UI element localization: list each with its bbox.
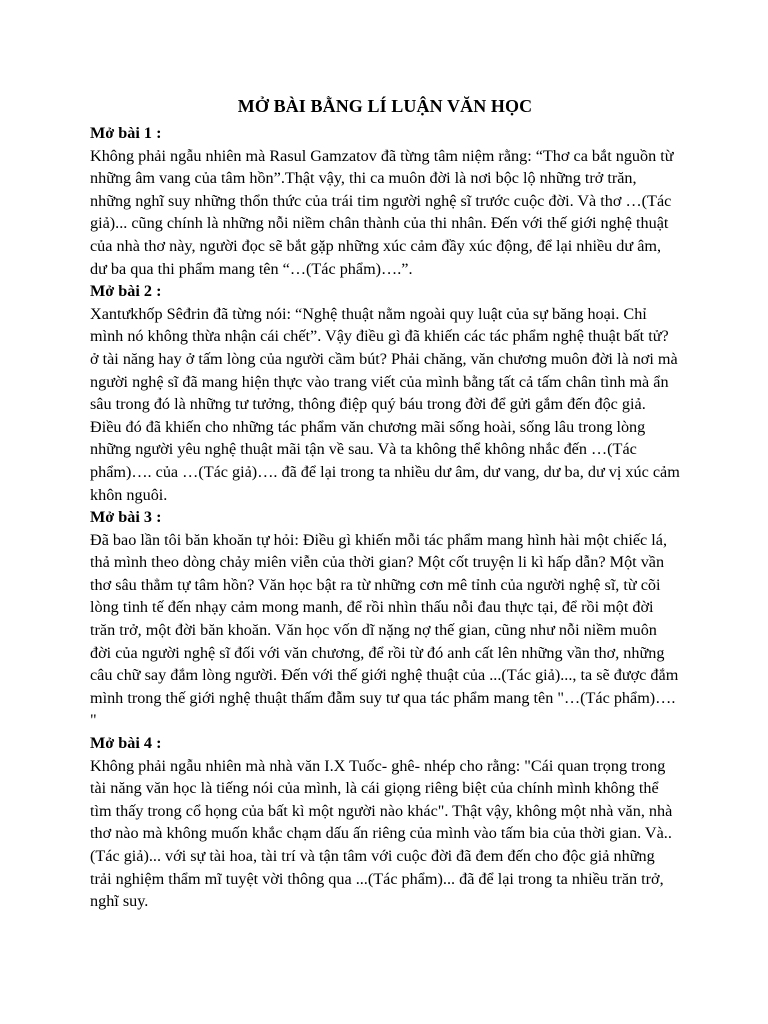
section-body: Đã bao lần tôi băn khoăn tự hỏi: Điều gì khiến mỗi tác phẩm mang hình hài một chiếc lá, thả mình theo dòng chảy miên viễn của thời gian? Một cốt truyện li kì hấp dẫn? Một vần thơ sâu thẳm tự tâm hồn? Văn học bật ra từ những cơn mê tỉnh của người nghệ sĩ, từ cõi lòng tinh tế đến nhạy cảm mong manh, để rồi nhìn thấu nỗi đau thực tại, để rồi một đời trăn trở, một đời băn khoăn. Văn học vốn dĩ nặng nợ thế gian, cũng như nỗi niềm muôn đời của người nghệ sĩ đối với văn chương, để rồi từ đó anh cất lên những vần thơ, những câu chữ say đắm lòng người. Đến với thế giới nghệ thuật của ...(Tác giả)..., ta sẽ được đắm mình trong thế giới nghệ thuật thấm đẫm suy tư qua tác phẩm mang tên "…(Tác phẩm)…. " [90, 530, 679, 730]
section-body: Không phải ngẫu nhiên mà Rasul Gamzatov đã từng tâm niệm rằng: “Thơ ca bắt nguồn từ những âm vang của tâm hồn”.Thật vậy, thi ca muôn đời là nơi bộc lộ những trở trăn, những nghĩ suy những thổn thức của trái tim người nghệ sĩ trước cuộc đời. Và thơ …(Tác giả)... cũng chính là những nỗi niềm chân thành của thi nhân. Đến với thế giới nghệ thuật của nhà thơ này, người đọc sẽ bắt gặp những xúc cảm đầy xúc động, để lại nhiều dư âm, dư ba qua thi phẩm mang tên “…(Tác phẩm)….”. [90, 146, 674, 278]
section-3 [90, 506, 680, 732]
section-body: Không phải ngẫu nhiên mà nhà văn I.X Tuốc- ghê- nhép cho rằng: "Cái quan trọng trong tài năng văn học là tiếng nói của mình, là cái giọng riêng biệt của chính mình không thể tìm thấy trong cổ họng của bất kì một người nào khác". Thật vậy, không một nhà văn, nhà thơ nào mà không muốn khắc chạm dấu ấn riêng của mình vào tấm bia của thời gian. Và..(Tác giả)... với sự tài hoa, tài trí và tận tâm với cuộc đời đã đem đến cho độc giả những trải nghiệm thẩm mĩ tuyệt vời thông qua ...(Tác phẩm)... đã để lại trong ta nhiều trăn trở, nghĩ suy. [90, 756, 673, 911]
section-heading: Mở bài 1 : [90, 124, 162, 142]
document-title: MỞ BÀI BẰNG LÍ LUẬN VĂN HỌC [237, 96, 533, 116]
document-page [90, 92, 680, 913]
section-1 [90, 122, 680, 280]
section-heading: Mở bài 2 : [90, 282, 162, 301]
section-4 [90, 732, 680, 913]
section-body: Xantưkhốp Sêđrin đã từng nói: “Nghệ thuật nằm ngoài quy luật của sự băng hoại. Chỉ mình nó không thừa nhận cái chết”. Vậy điều gì đã khiến các tác phẩm nghệ thuật bất tử? ở tài năng hay ở tấm lòng của người cầm bút? Phải chăng, văn chương muôn đời là nơi mà người nghệ sĩ đã mang hiện thực vào trang viết của mình bằng tất cả tấm chân tình mà ẩn sâu trong đó là những tư tưởng, thông điệp quý báu trong đời để gửi gắm đến độc giả. Điều đó đã khiến cho những tác phẩm văn chương mãi sống hoài, sống lâu trong lòng những người yêu nghệ thuật mãi tận về sau. Và ta không thể không nhắc đến …(Tác phẩm)…. của …(Tác giả)…. đã để lại trong ta nhiều dư âm, dư vang, dư ba, dư vị xúc cảm khôn nguôi. [90, 304, 680, 504]
section-heading: Mở bài 4 : [90, 734, 162, 753]
section-2 [90, 280, 680, 506]
section-heading: Mở bài 3 : [90, 508, 162, 527]
